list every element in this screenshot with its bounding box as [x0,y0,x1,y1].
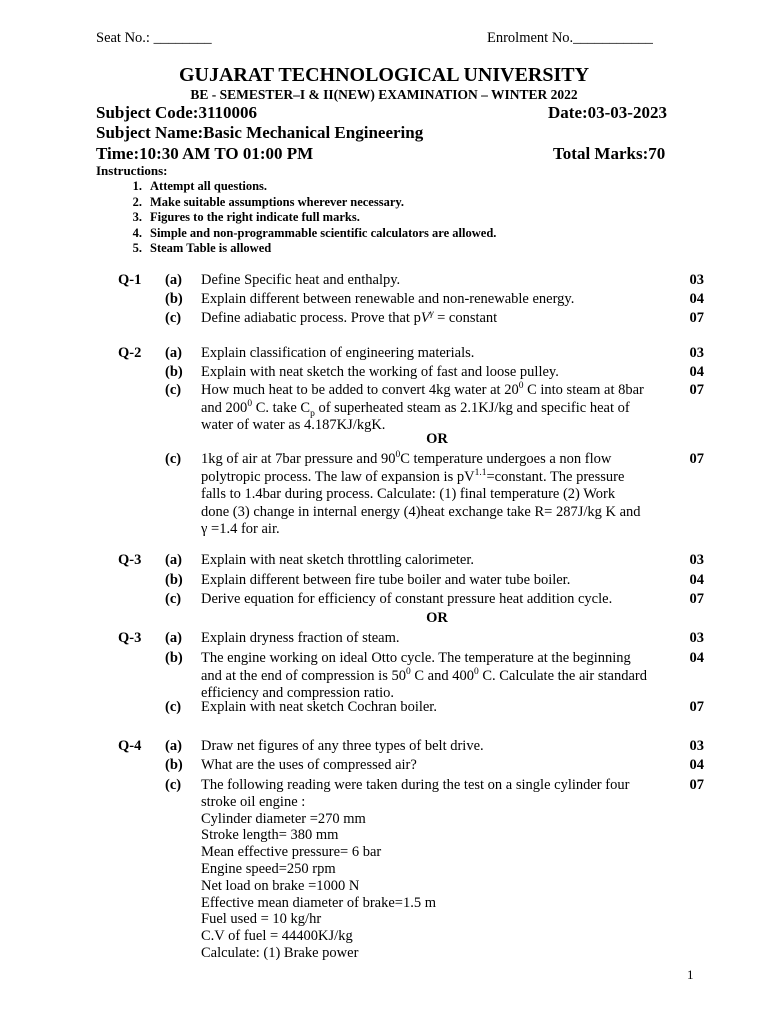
part-label: (c) [165,777,182,793]
marks: 03 [689,630,704,646]
exam-date: Date:03-03-2023 [548,103,667,122]
question-text: Derive equation for efficiency of constant pressure heat addition cycle. [201,591,613,607]
instruction-item: 5. Steam Table is allowed [132,241,272,256]
marks: 07 [689,699,704,715]
marks: 03 [689,272,704,288]
engine-data-line: Stroke length= 380 mm [201,827,339,844]
exam-time: Time:10:30 AM TO 01:00 PM [96,144,314,163]
part-label: (b) [165,291,183,307]
engine-data-line: The following reading were taken during the test on a single cylinder four [201,777,630,793]
question-text: What are the uses of compressed air? [201,757,417,773]
part-label: (b) [165,364,183,380]
part-label: (a) [165,552,182,568]
question-number: Q-4 [118,738,142,754]
instruction-item: 3. Figures to the right indicate full marks. [132,210,360,225]
exam-title: BE - SEMESTER–I & II(NEW) EXAMINATION – WINTER 2022 [190,87,578,102]
marks: 07 [689,777,704,793]
university-title: GUJARAT TECHNOLOGICAL UNIVERSITY [178,64,590,86]
engine-data-line: Fuel used = 10 kg/hr [201,911,322,928]
marks: 07 [689,451,704,467]
instruction-item: 4. Simple and non-programmable scientific calculators are allowed. [132,225,497,240]
part-label: (a) [165,272,182,288]
question-text: 1kg of air at 7bar pressure and $90^0C$ temperature undergoes a non flow polytropic process. The law of expansion is $pV^{1.1}=constant$. The pressure falls to 1.4bar during process. Calculate: (1) final temperature (2) Work done (3) change in internal energy (4)heat exchange take R= 287J/kg K and γ =1.4 for air. [201,450,641,537]
part-label: (a) [165,345,182,361]
question-text: Explain classification of engineering materials. [201,345,475,361]
part-label: (b) [165,572,183,588]
question-text: How much heat to be added to convert 4kg water at $20^0$ C into steam at 8bar and $200^0$ C. take $C_p$ of superheated steam as 2.1KJ/kg and specific heat of water of water as 4.187KJ/kgK. [201,381,644,433]
engine-data-line: Effective mean diameter of brake=1.5 m [201,894,436,911]
question-number: Q-2 [118,345,142,361]
marks: 04 [689,650,704,666]
part-label: (c) [165,591,182,607]
instruction-item: 1. Attempt all questions. [132,179,268,193]
engine-data-line: Mean effective pressure= 6 bar [201,844,382,861]
question-number: Q-1 [118,272,142,288]
part-label: (b) [165,757,183,773]
question-text: Define Specific heat and enthalpy. [201,272,401,288]
marks: 04 [689,757,704,773]
question-text: Explain with neat sketch the working of fast and loose pulley. [201,364,559,380]
marks: 07 [689,591,704,607]
marks: 07 [689,382,704,398]
question-text: Explain dryness fraction of steam. [201,630,400,646]
question-text: Explain different between fire tube boiler and water tube boiler. [201,572,571,588]
part-label: (c) [165,699,182,715]
marks: 07 [689,310,704,326]
question-text: Explain different between renewable and non-renewable energy. [201,291,575,307]
marks: 04 [689,291,704,307]
part-label: (a) [165,738,182,754]
subject-name: Subject Name:Basic Mechanical Engineering [96,123,424,142]
marks: 03 [689,738,704,754]
marks: 04 [689,572,704,588]
engine-data-line: stroke oil engine : [201,793,306,810]
question-text: Explain with neat sketch Cochran boiler. [201,699,437,715]
or-divider: OR [426,431,448,447]
marks: 03 [689,345,704,361]
enrolment-number-field: Enrolment No.___________ [487,30,653,46]
instructions-list [118,179,496,257]
engine-data-line: Net load on brake =1000 N [201,877,360,894]
total-marks: Total Marks:70 [553,144,666,163]
question-text: The engine working on ideal Otto cycle. The temperature at the beginning and at the end of compression is $50^0$ C and $400^0$ C. Calculate the air standard efficiency and compression ratio. [201,650,648,701]
instruction-item: 2. Make suitable assumptions wherever necessary. [132,194,405,209]
engine-data-line: C.V of fuel = 44400KJ/kg [201,928,353,945]
question-number: Q-3 [118,630,142,646]
question-text: Draw net figures of any three types of belt drive. [201,738,484,754]
question-number: Q-3 [118,552,142,568]
part-label: (c) [165,451,182,467]
engine-data-line: Calculate: (1) Brake power [201,944,359,961]
question-text [201,777,673,962]
engine-data-line: Cylinder diameter =270 mm [201,810,366,827]
part-label: (a) [165,630,182,646]
engine-data-line: Engine speed=250 rpm [201,860,336,877]
subject-code: Subject Code:3110006 [96,103,258,122]
question-text: Define adiabatic process. Prove that $pV^\gamma$ = constant [201,309,498,326]
question-text: Explain with neat sketch throttling calorimeter. [201,552,475,568]
marks: 03 [689,552,704,568]
instructions-title: Instructions: [96,163,168,178]
seat-number-field: Seat No.: ________ [96,30,212,46]
page-number: 1 [687,967,694,982]
or-divider: OR [426,610,448,626]
part-label: (c) [165,382,182,398]
part-label: (c) [165,310,182,326]
part-label: (b) [165,650,183,666]
marks: 04 [689,364,704,380]
